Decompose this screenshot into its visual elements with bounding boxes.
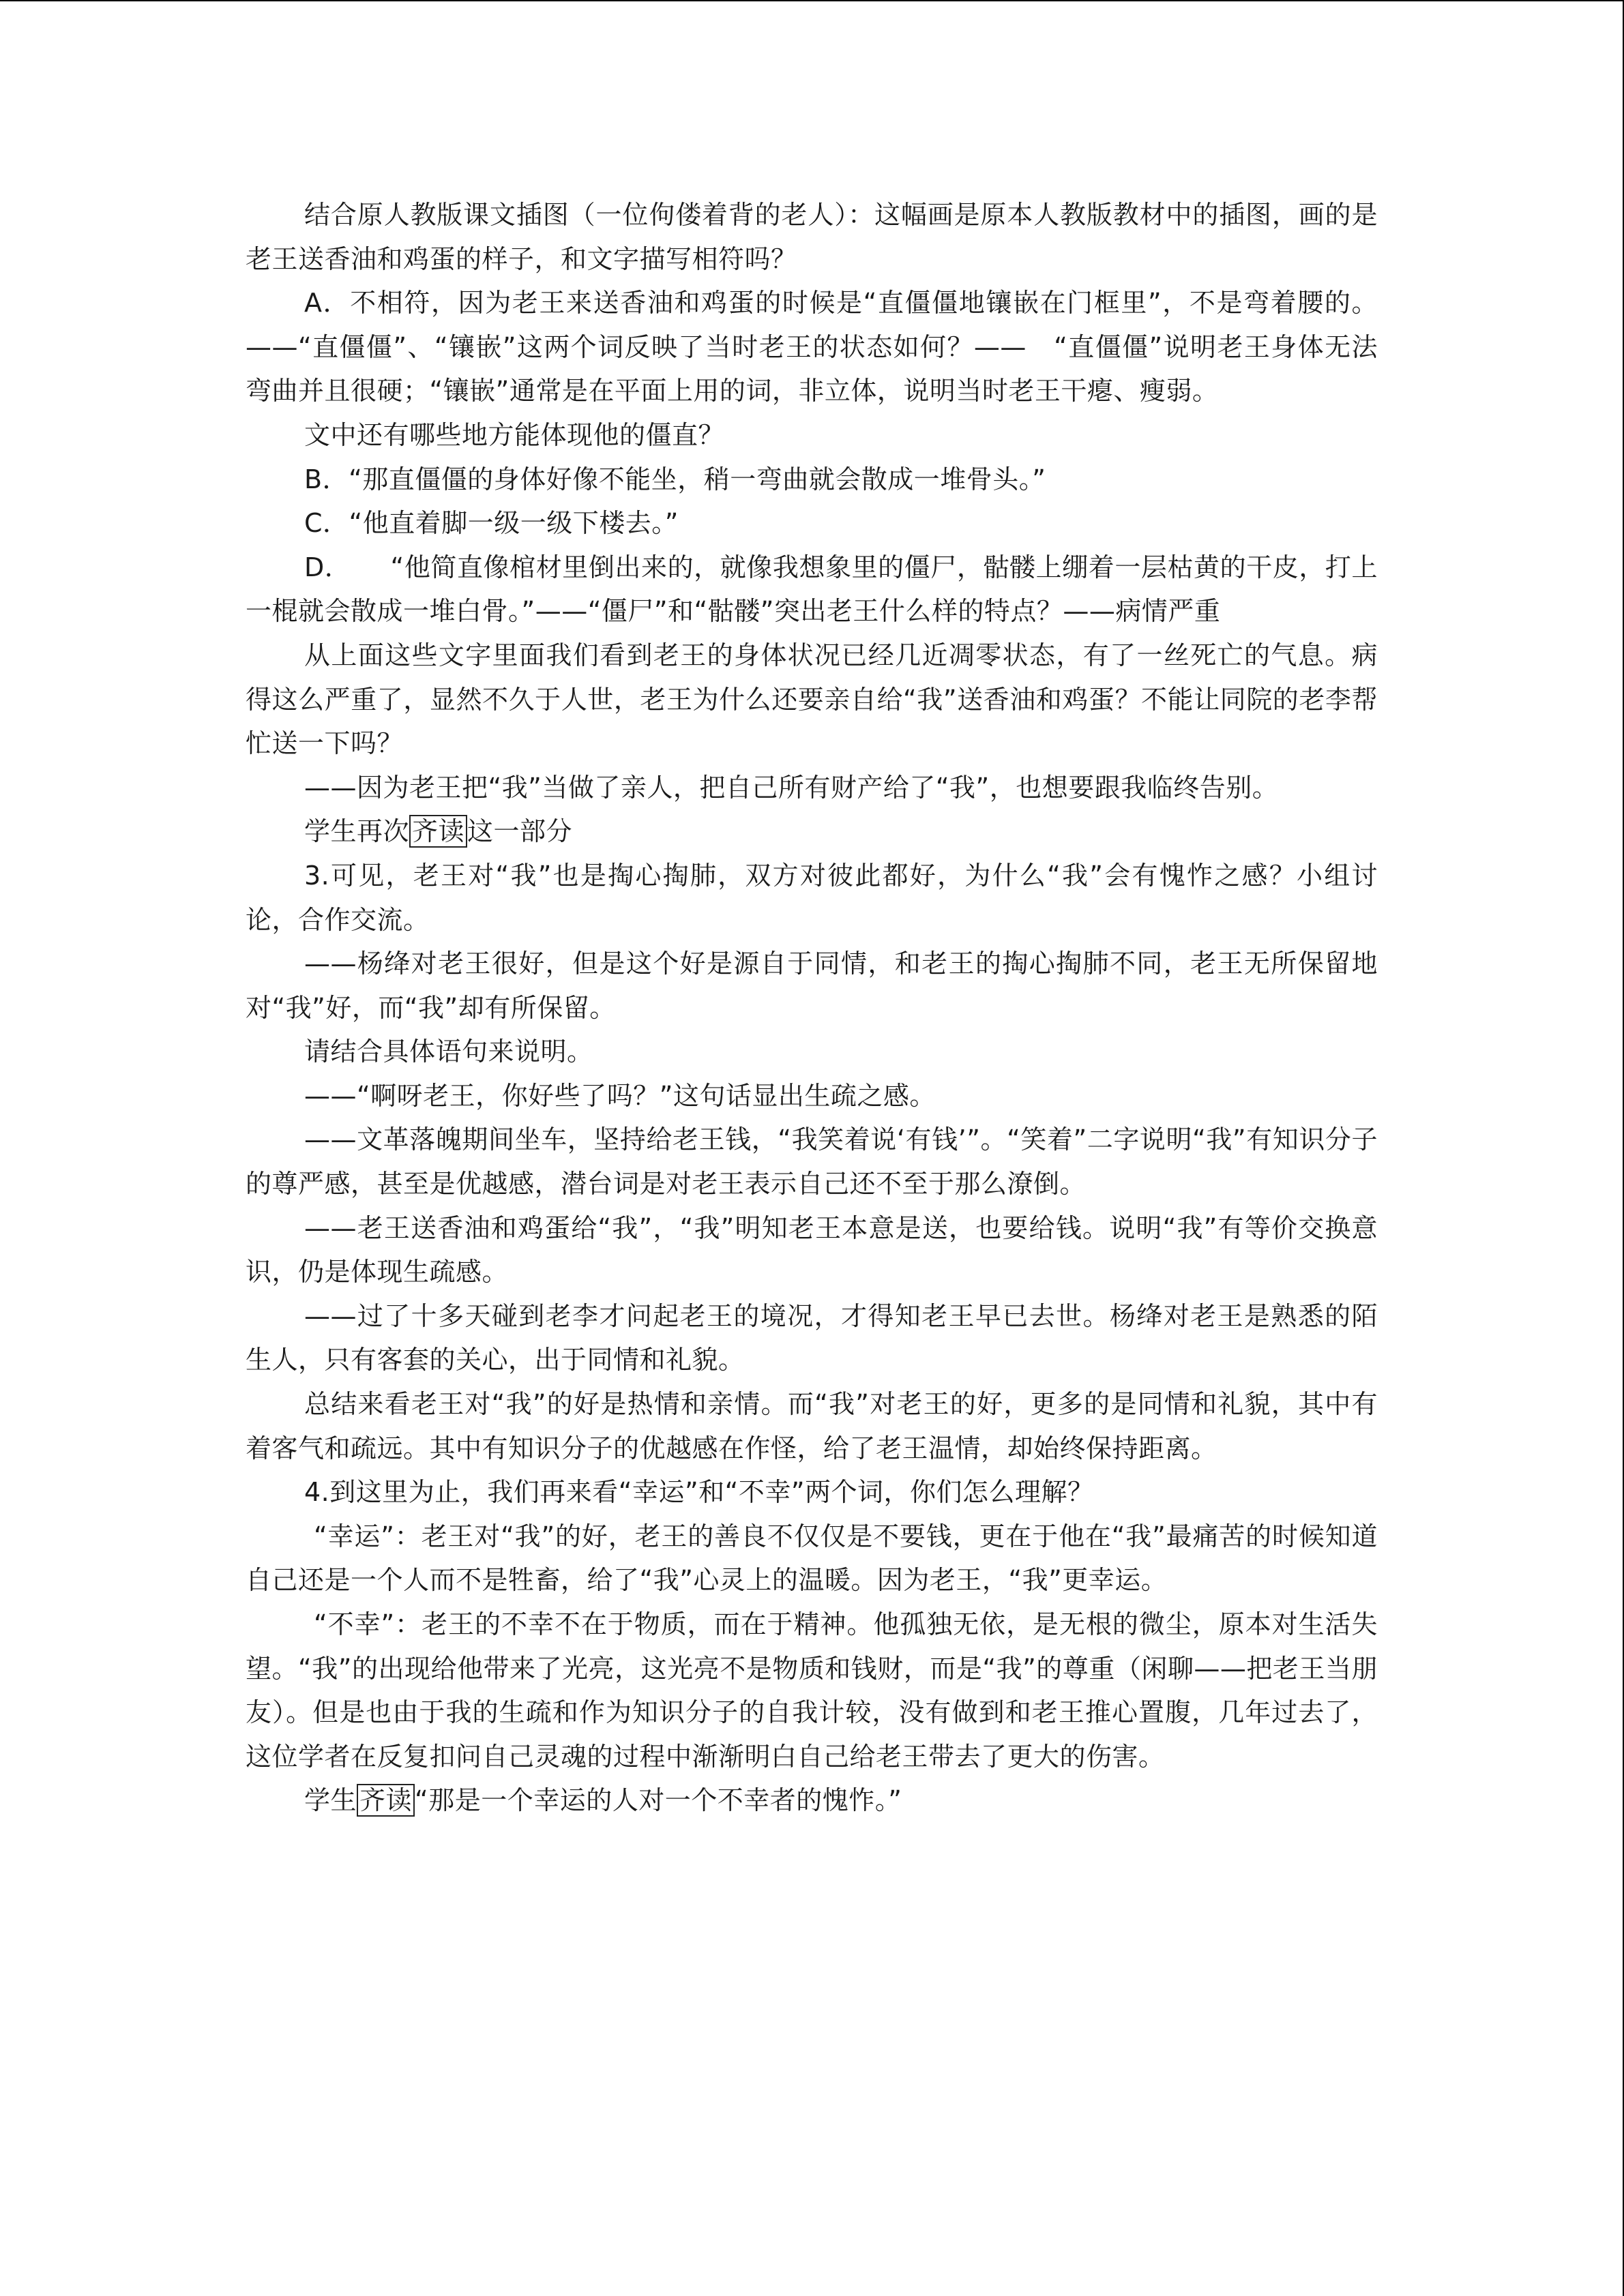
paragraph-question-3: 3.可见，老王对“我”也是掏心掏肺，双方对彼此都好，为什么“我”会有愧怍之感？小组讨论，合作交流。 [246,860,1378,935]
paragraph-farewell: ——因为老王把“我”当做了亲人，把自己所有财产给了“我”，也想要跟我临终告别。 [304,772,1279,803]
boxed-keyword: 齐读 [357,1784,415,1817]
paragraph-unfortunate: “不幸”：老王的不幸不在于物质，而在于精神。他孤独无依，是无根的微尘，原本对生活失望。“我”的出现给他带来了光亮，这光亮不是物质和钱财，而是“我”的尊重（闲聊——把老王当朋友）。但是也由于我的生疏和作为知识分子的自我计较，没有做到和老王推心置腹，几年过去了，这位学者在反复扣问自己灵魂的过程中渐渐明白自己给老王带去了更大的伤害。 [246,1609,1378,1772]
paragraph-exchange: ——老王送香油和鸡蛋给“我”，“我”明知老王本意是送，也要给钱。说明“我”有等价交换意识，仍是体现生疏感。 [246,1212,1378,1287]
paragraph-question-4: 4.到这里为止，我们再来看“幸运”和“不幸”两个词，你们怎么理解？ [304,1477,1094,1508]
read-again-suffix: 这一部分 [467,816,573,847]
paragraph-read-together [246,1778,1378,1823]
read-again-prefix: 学生再次 [304,816,410,847]
paragraph-instruction: 请结合具体语句来说明。 [304,1037,593,1067]
paragraph-late-news: ——过了十多天碰到老李才问起老王的境况，才得知老王早已去世。杨绛对老王是熟悉的陌生人，只有客套的关心，出于同情和礼貌。 [246,1300,1378,1375]
document-body [246,193,1378,1823]
paragraph-answer-b: B．“那直僵僵的身体好像不能坐，稍一弯曲就会散成一堆骨头。” [304,464,1046,494]
paragraph-illustration-question: 结合原人教版课文插图（一位佝偻着背的老人）：这幅画是原本人教版教材中的插图，画的是老王送香油和鸡蛋的样子，和文字描写相符吗？ [246,200,1378,274]
paragraph-fortunate: “幸运”：老王对“我”的好，老王的善良不仅仅是不要钱，更在于他在“我”最痛苦的时候知道自己还是一个人而不是牲畜，给了“我”心灵上的温暖。因为老王，“我”更幸运。 [246,1521,1378,1596]
paragraph-answer-a: A．不相符，因为老王来送香油和鸡蛋的时候是“直僵僵地镶嵌在门框里”，不是弯着腰的。——“直僵僵”、“镶嵌”这两个词反映了当时老王的状态如何？—— “直僵僵”说明老王身体无法弯曲并且很硬；“镶嵌”通常是在平面上用的词，非立体，说明当时老王干瘪、瘦弱。 [246,288,1378,406]
paragraph-sympathy: ——杨绛对老王很好，但是这个好是源自于同情，和老王的掏心掏肺不同，老王无所保留地对“我”好，而“我”却有所保留。 [246,949,1378,1023]
paragraph-health-analysis: 从上面这些文字里面我们看到老王的身体状况已经几近凋零状态，有了一丝死亡的气息。病得这么严重了，显然不久于人世，老王为什么还要亲自给“我”送香油和鸡蛋？不能让同院的老李帮忙送一下吗？ [246,640,1378,759]
read-together-prefix: 学生 [304,1785,357,1816]
paragraph-greeting: ——“啊呀老王，你好些了吗？”这句话显出生疏之感。 [304,1080,936,1111]
paragraph-summary: 总结来看老王对“我”的好是热情和亲情。而“我”对老王的好，更多的是同情和礼貌，其中有着客气和疏远。其中有知识分子的优越感在作怪，给了老王温情，却始终保持距离。 [246,1389,1378,1463]
paragraph-read-again [246,809,1378,854]
boxed-keyword: 齐读 [409,815,467,848]
paragraph-stiffness-question: 文中还有哪些地方能体现他的僵直？ [304,419,725,450]
read-together-quote: “那是一个幸运的人对一个不幸者的愧怍。” [415,1785,902,1816]
paragraph-fare: ——文革落魄期间坐车，坚持给老王钱，“我笑着说‘有钱’”。“笑着”二字说明“我”有知识分子的尊严感，甚至是优越感，潜台词是对老王表示自己还不至于那么潦倒。 [246,1124,1378,1199]
paragraph-answer-c: C．“他直着脚一级一级下楼去。” [304,508,679,539]
paragraph-answer-d: D． “他简直像棺材里倒出来的，就像我想象里的僵尸，骷髅上绷着一层枯黄的干皮，打上一棍就会散成一堆白骨。”——“僵尸”和“骷髅”突出老王什么样的特点？——病情严重 [246,552,1378,627]
